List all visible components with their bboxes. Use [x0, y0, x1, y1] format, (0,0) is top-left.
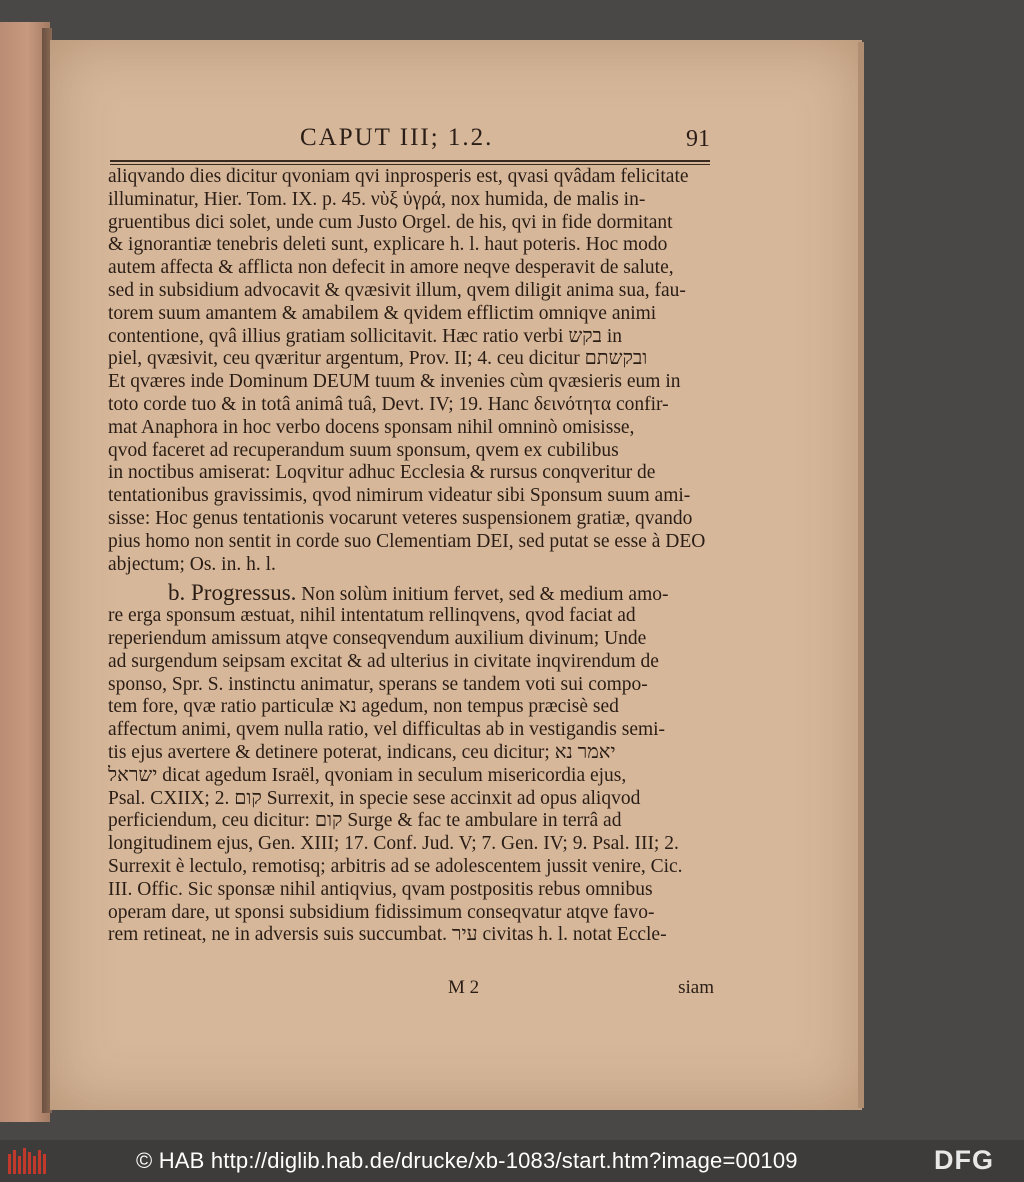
text-line: abjectum; Os. in. h. l. [108, 553, 276, 575]
page-number: 91 [686, 126, 710, 152]
text-line: sisse: Hoc genus tentationis vocarunt veteres suspensionem gratiæ, qvando [108, 507, 693, 529]
text-line: Surrexit è lectulo, remotisq; arbitris ad se adolescentem jussit venire, Cic. [108, 855, 683, 877]
text-line: in noctibus amiserat: Loqvitur adhuc Ecclesia & rursus conqveritur de [108, 462, 656, 484]
page-edge [858, 42, 864, 1108]
text-line-heading [108, 582, 714, 605]
text-line: aliqvando dies dicitur qvoniam qvi inprosperis est, qvasi qvâdam felicitate [108, 166, 689, 187]
text-line: qvod faceret ad recuperandum suum sponsum, qvem ex cubilibus [108, 439, 619, 461]
text-span: Non solùm initium fervet, sed & medium amo- [296, 584, 669, 606]
text-line: piel, qvæsivit, ceu qværitur argentum, Prov. II; 4. ceu dicitur ובקשתם [108, 348, 648, 370]
signature-mark: M 2 [448, 977, 480, 998]
paragraph-2 [108, 582, 714, 947]
text-line: ad surgendum seipsam excitat & ad ulterius in civitate inqvirendum de [108, 650, 659, 672]
text-line: tentationibus gravissimis, qvod nimirum videatur sibi Sponsum suum ami- [108, 485, 691, 507]
text-line: tis ejus avertere & detinere poterat, indicans, ceu dicitur; יאמר נא [108, 741, 616, 763]
text-line: sed in subsidium advocavit & qvæsivit illum, qvem diligit anima sua, fau- [108, 279, 686, 301]
text-line: autem affecta & afflicta non defecit in amore neqve desperavit de salute, [108, 257, 674, 279]
text-line: affectum animi, qvem nulla ratio, vel difficultas ab in vestigandis semi- [108, 719, 666, 741]
section-heading: b. Progressus. [168, 582, 297, 606]
running-head: CAPUT III; 1.2. [300, 124, 494, 151]
page-footer-marks [108, 977, 714, 1001]
page-header [110, 124, 710, 164]
copyright-url[interactable]: © HAB http://diglib.hab.de/drucke/xb-1083/start.htm?image=00109 [136, 1148, 798, 1173]
header-rule [110, 160, 710, 162]
body-text [108, 166, 714, 947]
text-line: III. Offic. Sic sponsæ nihil antiqvius, qvam postpositis rebus omnibus [108, 878, 653, 900]
text-line: re erga sponsum æstuat, nihil intentatum rellinqvens, qvod faciat ad [108, 605, 636, 627]
text-line: gruentibus dici solet, unde cum Justo Orgel. de his, qvi in fide dormitant [108, 211, 673, 233]
text-line: toto corde tuo & in totâ animâ tuâ, Devt. IV; 19. Hanc δεινότητα confir- [108, 393, 669, 415]
header-rule-thin [110, 164, 710, 165]
text-line: & ignorantiæ tenebris deleti sunt, explicare h. l. haut poteris. Hoc modo [108, 234, 668, 256]
text-line: Psal. CXIIX; 2. קום Surrexit, in specie sese accinxit ad opus aliqvod [108, 787, 641, 809]
text-line: contentione, qvâ illius gratiam sollicitavit. Hæc ratio verbi בקש in [108, 325, 622, 347]
text-line: sponso, Spr. S. instinctu animatur, sperans se tandem voti sui compo- [108, 673, 648, 695]
dfg-logo: DFG [934, 1145, 994, 1175]
text-line: longitudinem ejus, Gen. XIII; 17. Conf. Jud. V; 7. Gen. IV; 9. Psal. III; 2. [108, 833, 679, 855]
text-line: mat Anaphora in hoc verbo docens sponsam nihil omninò omisisse, [108, 416, 635, 438]
text-line: perficiendum, ceu dicitur: קום Surge & fac te ambulare in terrâ ad [108, 810, 622, 832]
catchword: siam [678, 977, 714, 998]
paragraph-1 [108, 166, 714, 576]
text-line: rem retineat, ne in adversis suis succumbat. עיר civitas h. l. notat Eccle- [108, 924, 667, 946]
text-line: pius homo non sentit in corde suo Clementiam DEI, sed putat se esse à DEO [108, 530, 706, 552]
text-line: Et qværes inde Dominum DEUM tuum & invenies cùm qvæsieris eum in [108, 371, 681, 393]
text-line: torem suum amantem & amabilem & qvidem efflictim omniqve animi [108, 302, 657, 324]
text-line: illuminatur, Hier. Tom. IX. p. 45. νὺξ ὑγρά, nox humida, de malis in- [108, 188, 646, 210]
viewer-footer [0, 1140, 1024, 1182]
text-line: ישראל dicat agedum Israël, qvoniam in seculum misericordia ejus, [108, 764, 627, 786]
text-line: operam dare, ut sponsi subsidium fidissimum conseqvatur atqve favo- [108, 901, 655, 923]
text-line: reperiendum amissum atqve conseqvendum auxilium divinum; Unde [108, 627, 647, 649]
text-line: tem fore, qvæ ratio particulæ נא agedum, non tempus præcisè sed [108, 696, 619, 718]
hab-logo-icon [6, 1146, 48, 1176]
